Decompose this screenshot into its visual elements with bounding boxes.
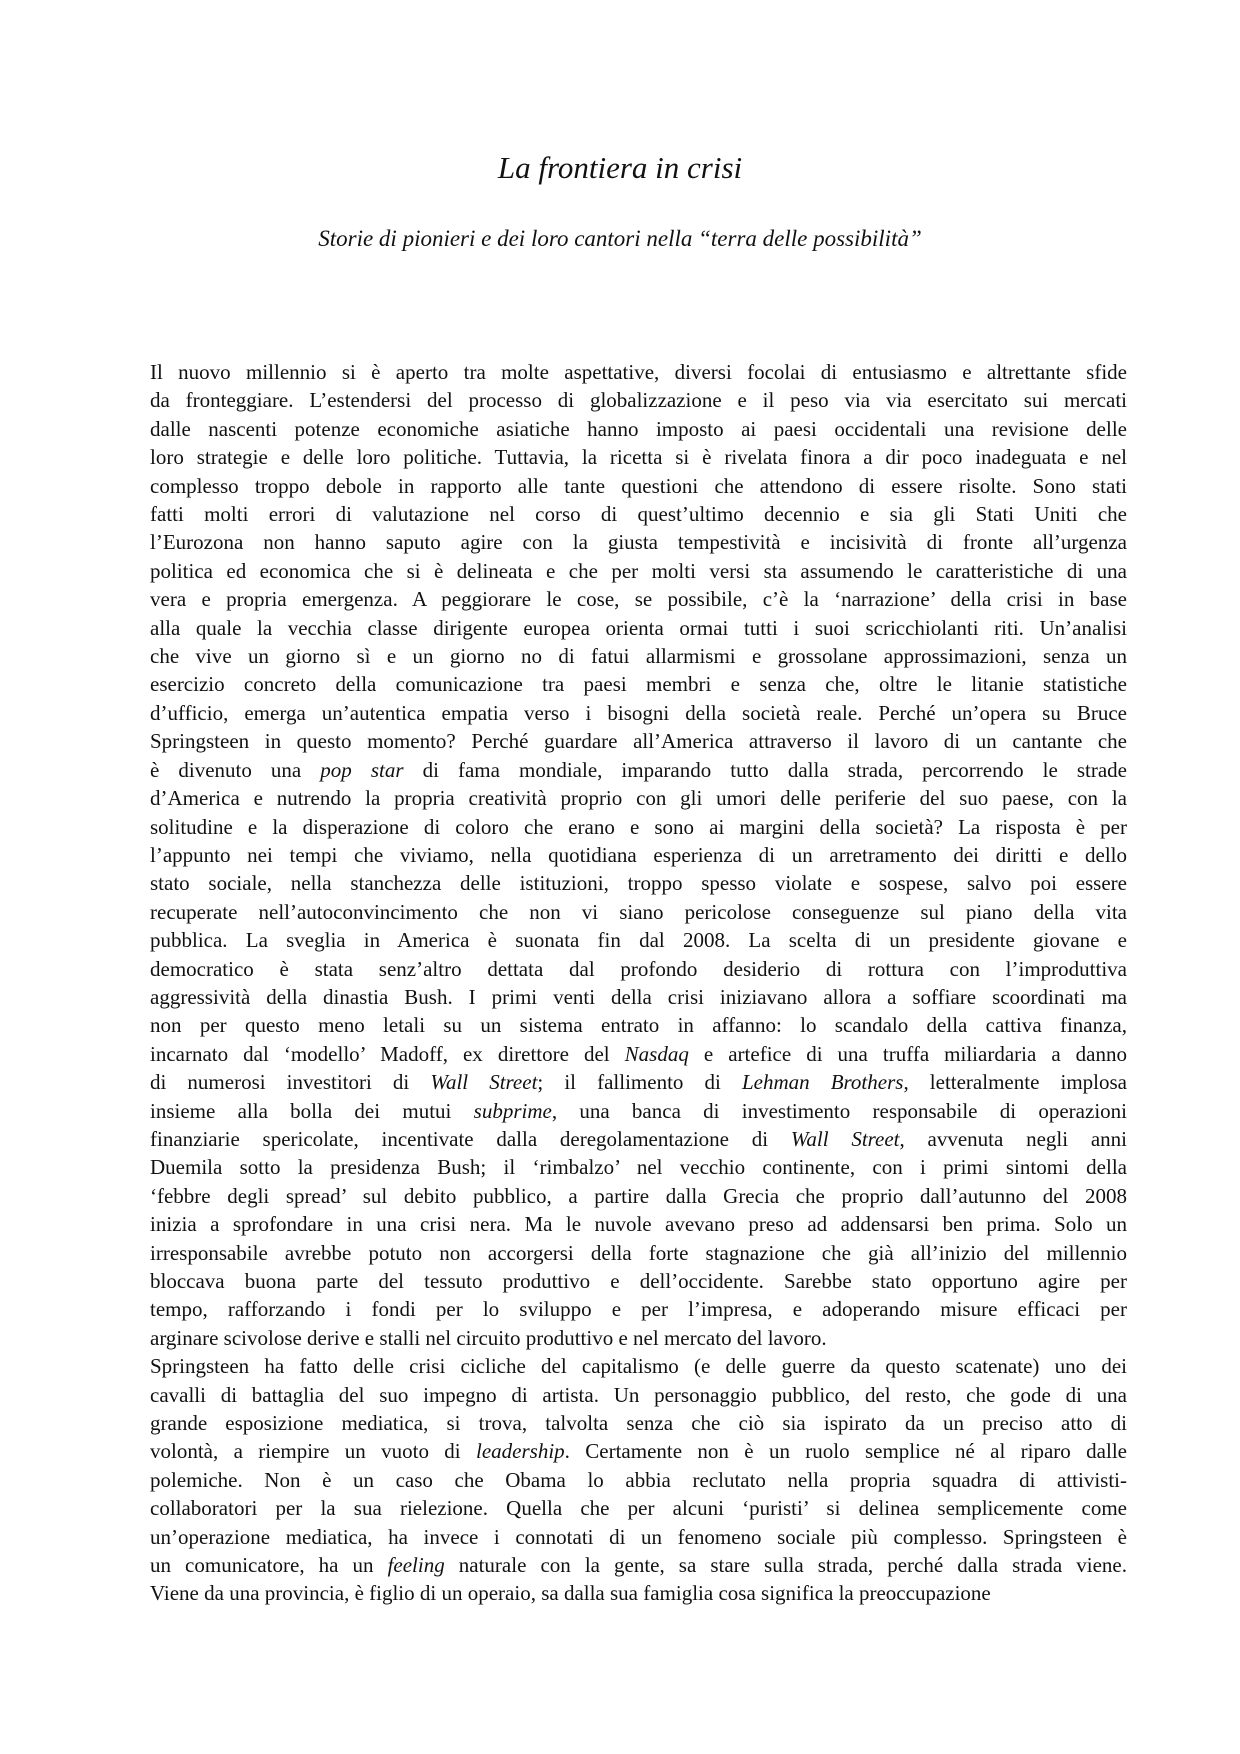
text-line <box>150 415 1127 443</box>
text-run: Springsteen ha fatto delle crisi cicliche del capitalismo (e delle guerre da questo scatenate) uno dei <box>150 1354 1127 1379</box>
text-line <box>150 898 1127 926</box>
text-line <box>150 699 1127 727</box>
italic-term: pop star <box>320 757 404 782</box>
text-line <box>150 1239 1127 1267</box>
italic-term: Lehman Brothers <box>741 1070 904 1095</box>
text-line <box>150 1466 1127 1494</box>
text-run: Il nuovo millennio si è aperto tra molte aspettative, diversi focolai di entusiasmo e altrettante sfide <box>150 360 1127 384</box>
text-line <box>150 869 1127 897</box>
text-line <box>150 955 1127 983</box>
text-line <box>150 1040 1127 1068</box>
body-paragraph <box>150 1352 1127 1608</box>
text-run: incarnato dal ‘modello’ Madoff, ex direttore del <box>150 1041 625 1066</box>
text-run: democratico è stata senz’altro dettata dal profondo desiderio di rottura con l’improduttiva <box>150 956 1127 981</box>
text-line <box>150 1153 1127 1181</box>
text-run: l’Eurozona non hanno saputo agire con la giusta tempestività e incisività di fronte all’urgenza <box>150 530 1127 555</box>
document-title: La frontiera in crisi <box>497 150 743 185</box>
text-run: irresponsabile avrebbe potuto non accorgersi della forte stagnazione che già all’inizio del millennio <box>150 1240 1127 1265</box>
document-body <box>150 358 1127 1608</box>
text-line <box>150 983 1127 1011</box>
text-line <box>150 1409 1127 1437</box>
document-subtitle: Storie di pionieri e dei loro cantori nella “terra delle possibilità” <box>318 226 922 251</box>
italic-term: leadership <box>476 1439 565 1464</box>
text-run: polemiche. Non è un caso che Obama lo abbia reclutato nella propria squadra di attivisti- <box>150 1467 1127 1492</box>
text-line <box>150 585 1127 613</box>
text-line <box>150 1437 1127 1465</box>
text-line <box>150 784 1127 812</box>
text-run: Viene da una provincia, è figlio di un operaio, sa dalla sua famiglia cosa significa la preoccupazione <box>150 1581 991 1606</box>
text-run: e artefice di una truffa miliardaria a danno <box>688 1041 1127 1066</box>
body-paragraph <box>150 358 1127 1352</box>
text-run: politica ed economica che si è delineata e che per molti versi sta assumendo le caratteristiche di una <box>150 558 1127 583</box>
text-run: arginare scivolose derive e stalli nel circuito produttivo e nel mercato del lavoro. <box>150 1325 827 1350</box>
text-run: ; il fallimento di <box>537 1070 742 1095</box>
text-run: pubblica. La sveglia in America è suonata fin dal 2008. La scelta di un presidente giovane e <box>150 928 1127 953</box>
text-line <box>150 1267 1127 1295</box>
text-run: bloccava buona parte del tessuto produttivo e dell’occidente. Sarebbe stato opportuno agire per <box>150 1269 1127 1293</box>
text-run: non per questo meno letali su un sistema entrato in affanno: lo scandalo della cattiva finanza, <box>150 1013 1127 1038</box>
text-run: volontà, a riempire un vuoto di <box>150 1439 476 1464</box>
text-run: recuperate nell’autoconvincimento che non vi siano pericolose conseguenze sul piano della vita <box>150 899 1127 924</box>
text-line <box>150 1324 1127 1352</box>
text-run: alla quale la vecchia classe dirigente europea orienta ormai tutti i suoi scricchiolanti riti. Un’analisi <box>150 615 1127 640</box>
text-run: solitudine e la disperazione di coloro che erano e sono ai margini della società? La risposta è per <box>150 814 1127 839</box>
text-line <box>150 1068 1127 1096</box>
text-run: finanziarie spericolate, incentivate dalla deregolamentazione di <box>150 1126 791 1151</box>
text-run: Duemila sotto la presidenza Bush; il ‘rimbalzo’ nel vecchio continente, con i primi sintomi della <box>150 1155 1127 1180</box>
text-run: aggressività della dinastia Bush. I primi venti della crisi iniziavano allora a soffiare scoordinati ma <box>150 984 1127 1009</box>
text-line <box>150 1381 1127 1409</box>
text-run: inizia a sprofondare in una crisi nera. Ma le nuvole avevano preso ad addensarsi ben prima. Solo un <box>150 1212 1127 1237</box>
text-line <box>150 500 1127 528</box>
text-run: è divenuto una <box>150 757 321 782</box>
text-line <box>150 1494 1127 1522</box>
text-line <box>150 557 1127 585</box>
text-run: ‘febbre degli spread’ sul debito pubblico, a partire dalla Grecia che proprio dall’autunno del 2008 <box>150 1183 1127 1208</box>
text-run: un’operazione mediatica, ha invece i connotati di un fenomeno sociale più complesso. Springsteen è <box>150 1524 1127 1549</box>
text-line <box>150 1579 1127 1607</box>
text-line <box>150 756 1127 784</box>
text-line <box>150 1011 1127 1039</box>
text-line <box>150 841 1127 869</box>
italic-term: feeling <box>387 1553 445 1578</box>
text-line <box>150 926 1127 954</box>
text-line <box>150 670 1127 698</box>
text-line <box>150 443 1127 471</box>
text-run: di fama mondiale, imparando tutto dalla strada, percorrendo le strade <box>403 757 1127 782</box>
text-run: un comunicatore, ha un <box>150 1553 388 1578</box>
text-line <box>150 472 1127 500</box>
text-run: Springsteen in questo momento? Perché guardare all’America attraverso il lavoro di un cantante che <box>150 729 1127 754</box>
text-run: cavalli di battaglia del suo impegno di artista. Un personaggio pubblico, del resto, che gode di una <box>150 1382 1127 1407</box>
text-run: naturale con la gente, sa stare sulla strada, perché dalla strada viene. <box>444 1553 1127 1578</box>
text-run: di numerosi investitori di <box>150 1070 431 1095</box>
italic-term: Nasdaq <box>624 1041 689 1066</box>
text-run: l’appunto nei tempi che viviamo, nella quotidiana esperienza di un arretramento dei diritti e dello <box>150 842 1127 867</box>
text-line <box>150 1182 1127 1210</box>
text-run: dalle nascenti potenze economiche asiatiche hanno imposto ai paesi occidentali una revisione delle <box>150 416 1127 441</box>
text-run: complesso troppo debole in rapporto alle tante questioni che attendono di essere risolte. Sono stati <box>150 473 1127 498</box>
italic-term: Wall Street <box>790 1126 900 1151</box>
text-run: , avvenuta negli anni <box>899 1126 1127 1151</box>
text-line <box>150 386 1127 414</box>
text-run: d’ufficio, emerga un’autentica empatia verso i bisogni della società reale. Perché un’opera su Bruce <box>150 700 1127 725</box>
text-run: , letteralmente implosa <box>903 1070 1127 1095</box>
text-run: loro strategie e delle loro politiche. Tuttavia, la ricetta si è rivelata finora a dir poco inadeguata e nel <box>150 445 1127 470</box>
text-run: da fronteggiare. L’estendersi del processo di globalizzazione e il peso via via esercitato sui mercati <box>150 388 1127 413</box>
text-run: insieme alla bolla dei mutui <box>150 1098 474 1123</box>
text-line <box>150 813 1127 841</box>
text-line <box>150 642 1127 670</box>
text-line <box>150 1551 1127 1579</box>
text-run: stato sociale, nella stanchezza delle istituzioni, troppo spesso violate e sospese, salvo poi essere <box>150 871 1127 896</box>
text-line <box>150 528 1127 556</box>
italic-term: Wall Street <box>430 1070 538 1095</box>
text-run: collaboratori per la sua rielezione. Quella che per alcuni ‘puristi’ si delinea semplicemente come <box>150 1496 1127 1521</box>
text-line <box>150 1125 1127 1153</box>
text-line <box>150 1097 1127 1125</box>
text-run: , una banca di investimento responsabile di operazioni <box>551 1098 1127 1123</box>
text-run: tempo, rafforzando i fondi per lo sviluppo e per l’impresa, e adoperando misure efficaci per <box>150 1297 1127 1322</box>
text-line <box>150 614 1127 642</box>
text-run: esercizio concreto della comunicazione tra paesi membri e senza che, oltre le litanie statistiche <box>150 672 1127 697</box>
text-run: che vive un giorno sì e un giorno no di fatui allarmismi e grossolane approssimazioni, senza un <box>150 644 1127 669</box>
text-run: grande esposizione mediatica, si trova, talvolta senza che ciò sia ispirato da un preciso atto di <box>150 1411 1127 1436</box>
text-run: fatti molti errori di valutazione nel corso di quest’ultimo decennio e sia gli Stati Uniti che <box>150 502 1127 527</box>
text-line <box>150 727 1127 755</box>
text-run: d’America e nutrendo la propria creatività proprio con gli umori delle periferie del suo paese, con la <box>150 786 1127 811</box>
text-line <box>150 1210 1127 1238</box>
text-run: vera e propria emergenza. A peggiorare le cose, se possibile, c’è la ‘narrazione’ della crisi in base <box>150 587 1127 612</box>
text-line <box>150 1352 1127 1380</box>
text-run: . Certamente non è un ruolo semplice né al riparo dalle <box>564 1439 1127 1464</box>
text-line <box>150 358 1127 386</box>
text-line <box>150 1523 1127 1551</box>
italic-term: subprime <box>473 1098 552 1123</box>
text-line <box>150 1295 1127 1323</box>
